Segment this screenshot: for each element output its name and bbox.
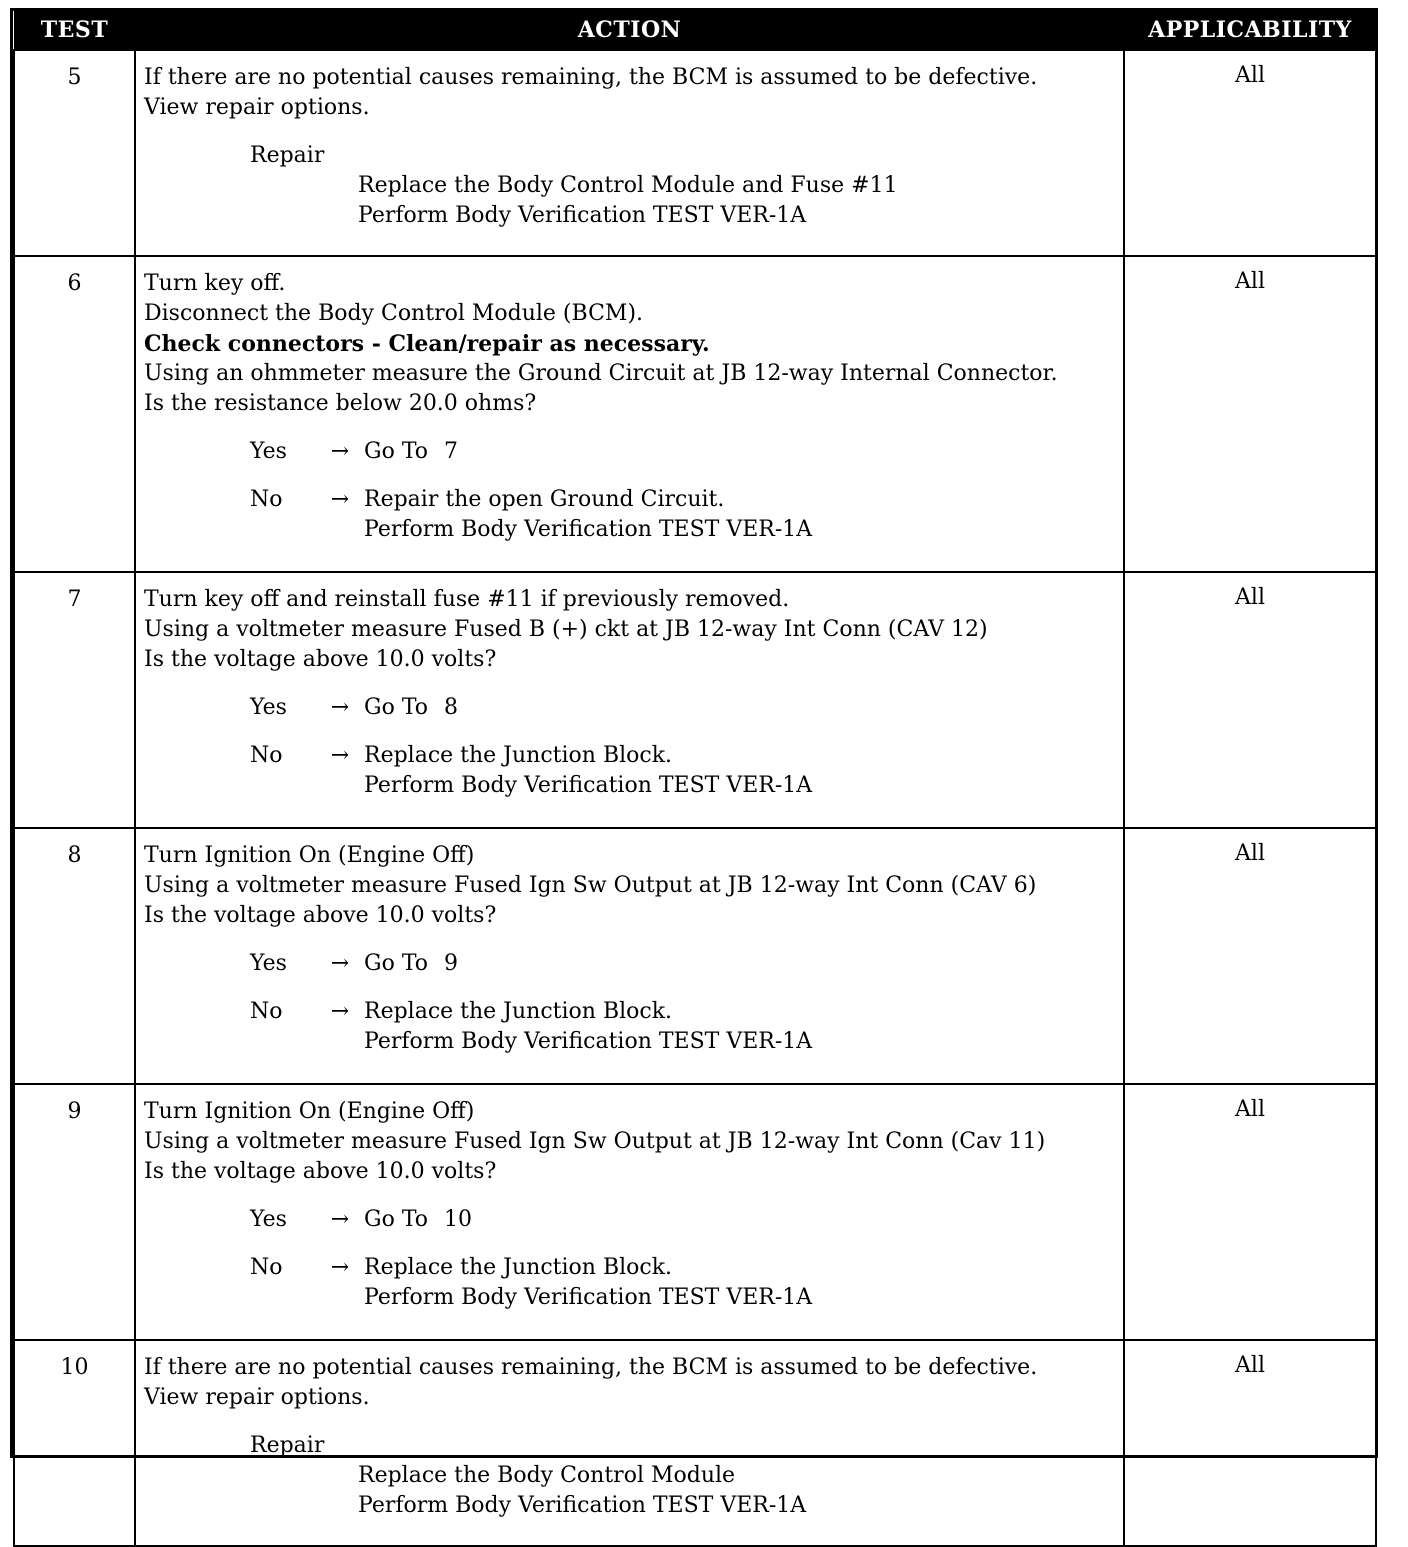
repair-label: Repair [250, 143, 325, 168]
action-cell [135, 1340, 1124, 1546]
applicability: All [1124, 1340, 1376, 1546]
test-number: 9 [14, 1084, 135, 1340]
no-action-line: Replace the Junction Block. [364, 1255, 673, 1280]
goto-target: 8 [444, 695, 459, 720]
table-row [14, 572, 1376, 828]
applicability: All [1124, 828, 1376, 1084]
repair-label: Repair [250, 1433, 325, 1458]
arrow-right-icon: → [330, 695, 350, 720]
test-number: 8 [14, 828, 135, 1084]
goto-target: 10 [444, 1207, 473, 1232]
table-row [14, 50, 1376, 256]
applicability: All [1124, 572, 1376, 828]
no-action-line: Replace the Junction Block. [364, 999, 673, 1024]
no-option [144, 485, 1115, 545]
no-action-line: Perform Body Verification TEST VER-1A [364, 773, 813, 798]
yes-option [144, 693, 1115, 723]
action-line: If there are no potential causes remaining, the BCM is assumed to be defective. [144, 1355, 1038, 1380]
arrow-right-icon: → [330, 1255, 350, 1280]
action-line: Turn key off and reinstall fuse #11 if previously removed. [144, 587, 790, 612]
action-line: Turn Ignition On (Engine Off) [144, 843, 475, 868]
no-action-line: Replace the Junction Block. [364, 743, 673, 768]
repair-item: Perform Body Verification TEST VER-1A [358, 203, 807, 228]
yes-option [144, 949, 1115, 979]
goto-text: Go To [364, 951, 429, 976]
action-line: Is the voltage above 10.0 volts? [144, 903, 497, 928]
action-line: Is the voltage above 10.0 volts? [144, 1159, 497, 1184]
yes-label: Yes [250, 1207, 287, 1232]
goto-text: Go To [364, 695, 429, 720]
arrow-right-icon: → [330, 951, 350, 976]
table-row [14, 1340, 1376, 1546]
arrow-right-icon: → [330, 487, 350, 512]
header-action: ACTION [135, 11, 1124, 50]
action-line: Using a voltmeter measure Fused B (+) ckt at JB 12-way Int Conn (CAV 12) [144, 617, 988, 642]
action-cell [135, 572, 1124, 828]
yes-option [144, 1205, 1115, 1235]
no-action-line: Perform Body Verification TEST VER-1A [364, 517, 813, 542]
test-table [13, 11, 1377, 1547]
test-number: 7 [14, 572, 135, 828]
arrow-right-icon: → [330, 743, 350, 768]
no-label: No [250, 999, 283, 1024]
action-line: View repair options. [144, 95, 370, 120]
action-line: Is the voltage above 10.0 volts? [144, 647, 497, 672]
yes-label: Yes [250, 439, 287, 464]
no-action-line: Perform Body Verification TEST VER-1A [364, 1285, 813, 1310]
action-line: View repair options. [144, 1385, 370, 1410]
test-number: 10 [14, 1340, 135, 1546]
repair-item: Replace the Body Control Module and Fuse #11 [358, 173, 898, 198]
applicability: All [1124, 1084, 1376, 1340]
no-option [144, 1253, 1115, 1313]
no-action-line: Perform Body Verification TEST VER-1A [364, 1029, 813, 1054]
yes-option [144, 437, 1115, 467]
action-cell [135, 256, 1124, 572]
repair-item: Replace the Body Control Module [358, 1463, 736, 1488]
yes-label: Yes [250, 951, 287, 976]
table-row [14, 256, 1376, 572]
action-cell [135, 50, 1124, 256]
applicability: All [1124, 256, 1376, 572]
action-line: Turn key off. [144, 271, 286, 296]
action-line: Is the resistance below 20.0 ohms? [144, 391, 537, 416]
header-applicability: APPLICABILITY [1124, 11, 1376, 50]
test-number: 5 [14, 50, 135, 256]
action-line: Using a voltmeter measure Fused Ign Sw Output at JB 12-way Int Conn (Cav 11) [144, 1129, 1046, 1154]
no-option [144, 997, 1115, 1057]
action-cell [135, 1084, 1124, 1340]
action-line: Disconnect the Body Control Module (BCM). [144, 301, 644, 326]
no-label: No [250, 487, 283, 512]
goto-target: 9 [444, 951, 459, 976]
action-line: Turn Ignition On (Engine Off) [144, 1099, 475, 1124]
yes-label: Yes [250, 695, 287, 720]
arrow-right-icon: → [330, 439, 350, 464]
goto-text: Go To [364, 439, 429, 464]
action-line-emphasis: Check connectors - Clean/repair as necessary. [144, 331, 710, 357]
action-line: Using a voltmeter measure Fused Ign Sw Output at JB 12-way Int Conn (CAV 6) [144, 873, 1037, 898]
test-number: 6 [14, 256, 135, 572]
action-line: If there are no potential causes remaining, the BCM is assumed to be defective. [144, 65, 1038, 90]
action-cell [135, 828, 1124, 1084]
table-row [14, 1084, 1376, 1340]
no-label: No [250, 743, 283, 768]
goto-target: 7 [444, 439, 459, 464]
arrow-right-icon: → [330, 999, 350, 1024]
header-row [14, 11, 1376, 50]
diagnostic-test-table [10, 8, 1378, 1518]
table-row [14, 828, 1376, 1084]
no-option [144, 741, 1115, 801]
applicability: All [1124, 50, 1376, 256]
action-line: Using an ohmmeter measure the Ground Circuit at JB 12-way Internal Connector. [144, 361, 1058, 386]
no-label: No [250, 1255, 283, 1280]
no-action-line: Repair the open Ground Circuit. [364, 487, 725, 512]
arrow-right-icon: → [330, 1207, 350, 1232]
goto-text: Go To [364, 1207, 429, 1232]
header-test: TEST [14, 11, 135, 50]
repair-item: Perform Body Verification TEST VER-1A [358, 1493, 807, 1518]
